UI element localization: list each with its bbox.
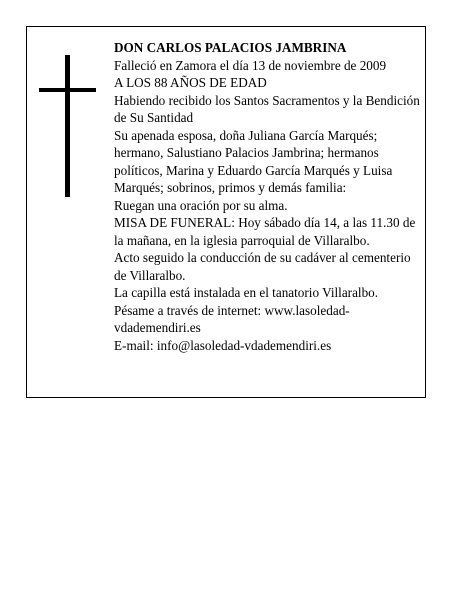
condolences-label: Pésame a través de internet: www.lasoledad- (114, 302, 350, 318)
age-line: A LOS 88 AÑOS DE EDAD (114, 75, 267, 90)
death-date-line: Falleció en Zamora el día 13 de noviembre de 2009 (114, 57, 387, 73)
sacraments-line: Habiendo recibido los Santos Sacramentos y la Bendición de Su Santidad (114, 92, 420, 125)
funeral-mass-line: MISA DE FUNERAL: Hoy sábado día 14, a las 11.30 de la mañana, en la iglesia parroquial de Villaralbo. (114, 215, 416, 248)
condolences-line (114, 302, 420, 337)
condolences-url: vdademendiri.es (114, 320, 201, 335)
cross-horizontal-bar (39, 88, 96, 92)
family-line: Su apenada esposa, doña Juliana García Marqués; hermano, Salustiano Palacios Jambrina; hermanos políticos, Marina y Eduardo García Marqués y Luisa Marqués; sobrinos, primos y demás familia: (114, 127, 393, 195)
obituary-text (114, 39, 420, 354)
email-line: E-mail: info@lasoledad-vdademendiri.es (114, 337, 332, 353)
burial-line: Acto seguido la conducción de su cadáver al cementerio de Villaralbo. (114, 250, 411, 283)
prayer-line: Ruegan una oración por su alma. (114, 197, 288, 213)
chapel-line: La capilla está instalada en el tanatorio Villaralbo. (114, 285, 379, 300)
cross-vertical-bar (65, 55, 70, 197)
deceased-name: DON CARLOS PALACIOS JAMBRINA (114, 40, 347, 55)
